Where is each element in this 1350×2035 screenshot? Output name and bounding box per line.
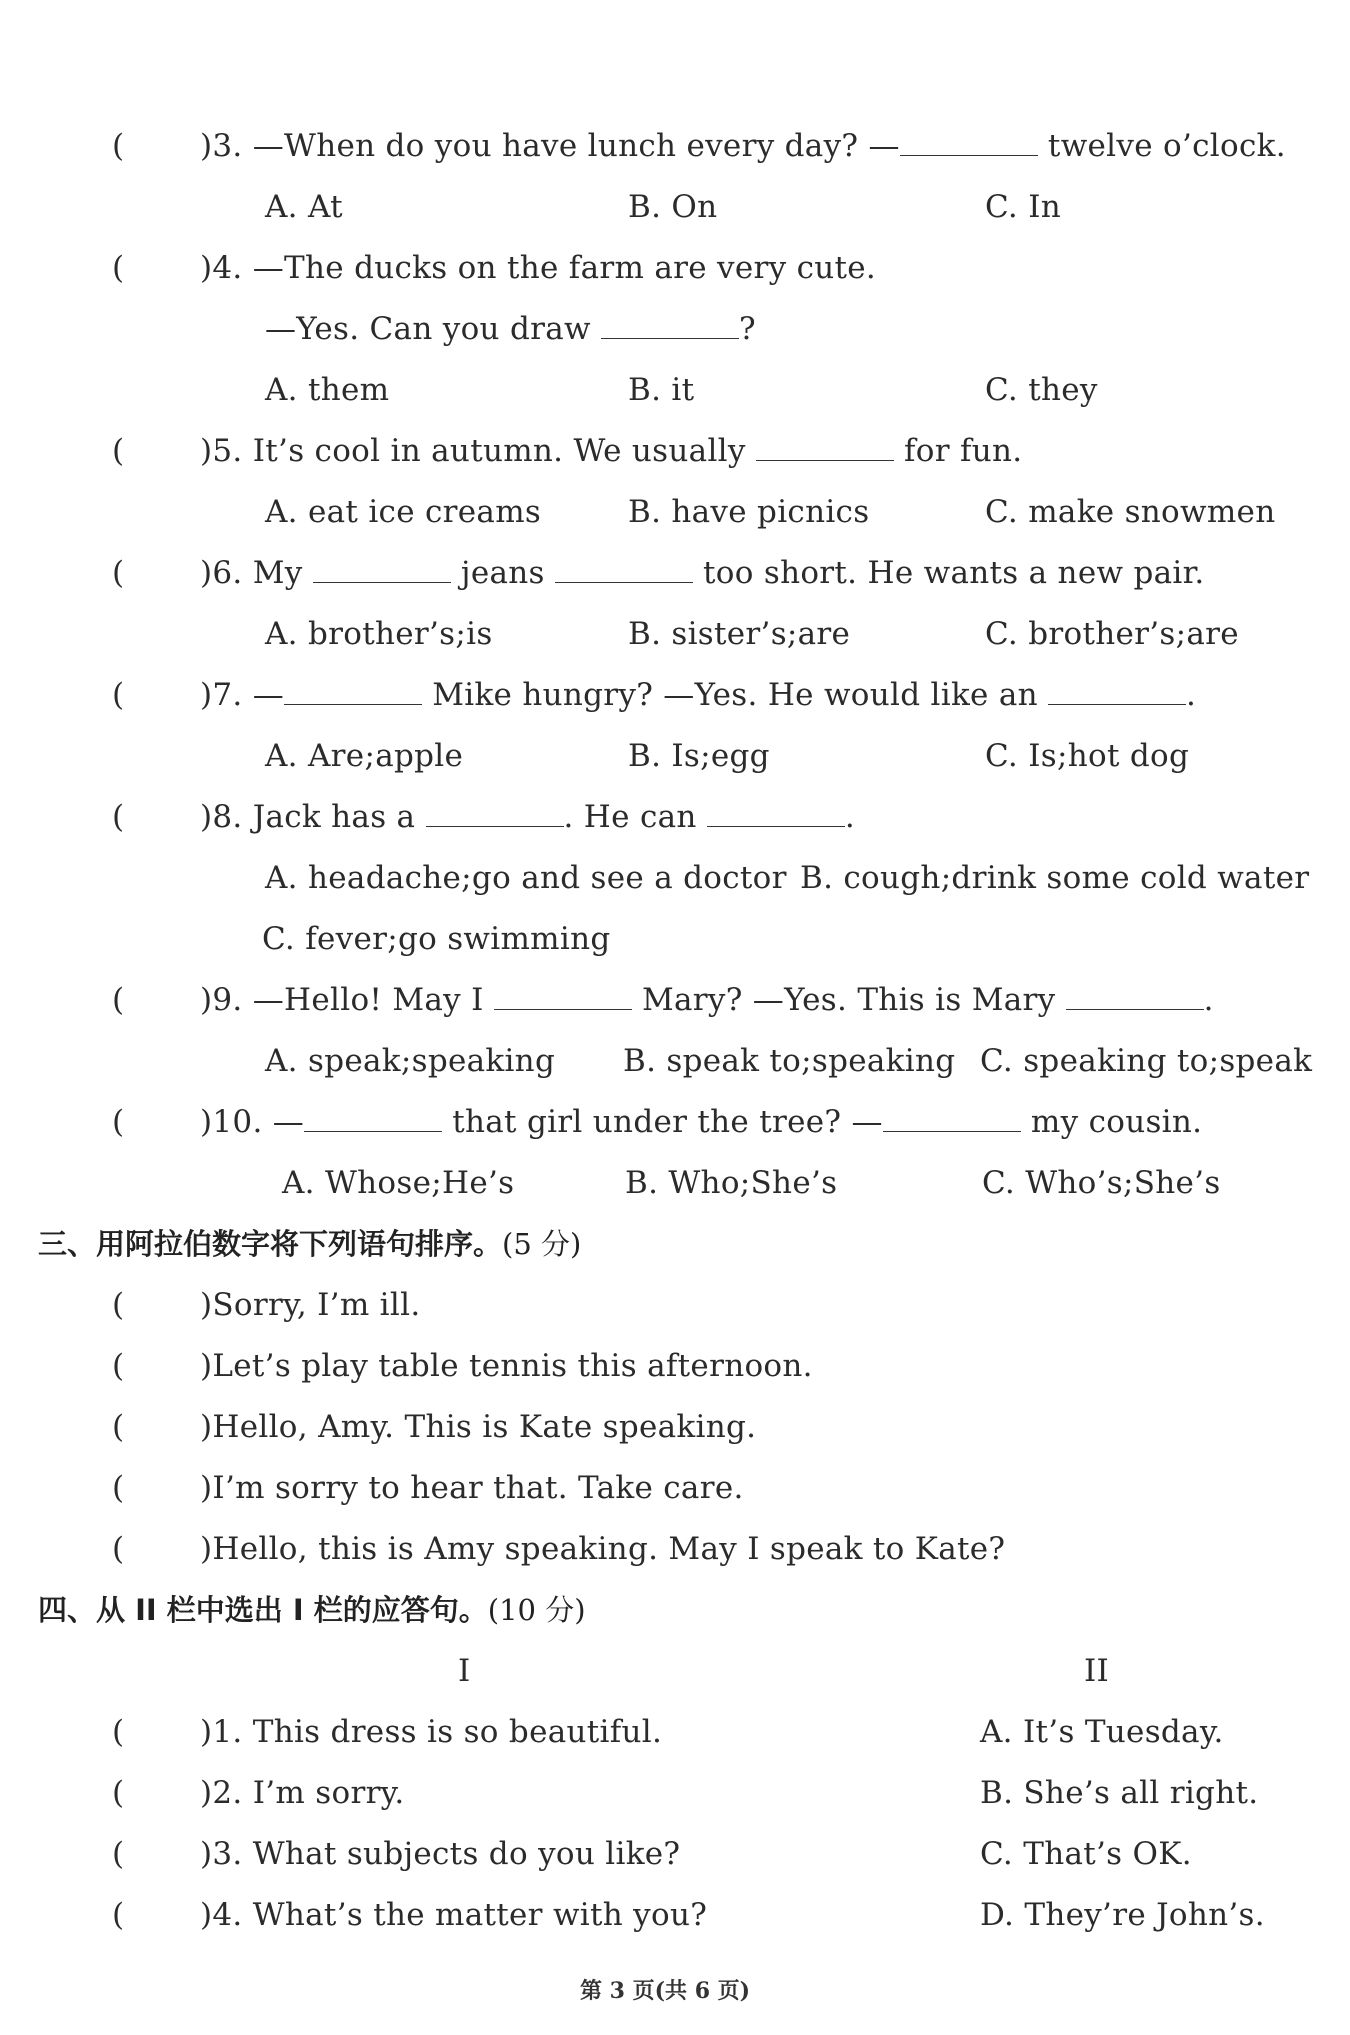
answer-blank[interactable] xyxy=(707,798,845,827)
option-a: A. speak;speaking xyxy=(265,1043,556,1079)
option-a: A. headache;go and see a doctor xyxy=(265,860,787,896)
answer-paren[interactable]: ( xyxy=(112,677,125,713)
question-3-text: )3. —When do you have lunch every day? — twelve o’clock. xyxy=(200,128,1286,164)
answer-paren[interactable]: ( xyxy=(112,1836,125,1872)
option-a: A. brother’s;is xyxy=(265,616,493,652)
sentence-item: )Hello, Amy. This is Kate speaking. xyxy=(200,1409,757,1445)
section-score: (10 分) xyxy=(487,1593,586,1627)
question-9-text: )9. —Hello! May I Mary? —Yes. This is Mary . xyxy=(200,982,1214,1018)
option-a: A. them xyxy=(265,372,390,408)
answer-blank[interactable] xyxy=(601,310,739,339)
sentence-item: )Let’s play table tennis this afternoon. xyxy=(200,1348,813,1384)
answer-blank[interactable] xyxy=(426,798,564,827)
option-b: B. Who;She’s xyxy=(625,1165,838,1201)
question-7-text: )7. — Mike hungry? —Yes. He would like an . xyxy=(200,677,1197,713)
answer-blank[interactable] xyxy=(1066,981,1204,1010)
answer-blank[interactable] xyxy=(494,981,632,1010)
option-a: A. At xyxy=(265,189,343,225)
answer-blank[interactable] xyxy=(313,554,451,583)
answer-blank[interactable] xyxy=(883,1103,1021,1132)
option-c: C. Is;hot dog xyxy=(985,738,1190,774)
answer-paren[interactable]: ( xyxy=(112,982,125,1018)
answer-blank[interactable] xyxy=(1048,676,1186,705)
answer-paren[interactable]: ( xyxy=(112,1531,125,1567)
question-3 xyxy=(112,126,124,166)
option-c: C. they xyxy=(985,372,1098,408)
answer-paren[interactable]: ( xyxy=(112,1897,125,1933)
answer-paren[interactable]: ( xyxy=(112,1409,125,1445)
option-b: B. On xyxy=(628,189,718,225)
option-b: B. cough;drink some cold water xyxy=(800,860,1310,896)
column-ii-header: II xyxy=(1084,1653,1110,1689)
answer-paren[interactable]: ( xyxy=(112,128,125,164)
question-6-text: )6. My jeans too short. He wants a new pair. xyxy=(200,555,1205,591)
match-question: )2. I’m sorry. xyxy=(200,1775,405,1811)
option-b: B. it xyxy=(628,372,695,408)
answer-paren[interactable]: ( xyxy=(112,250,125,286)
question-5-text: )5. It’s cool in autumn. We usually for fun. xyxy=(200,433,1023,469)
answer-paren[interactable]: ( xyxy=(112,1348,125,1384)
option-b: B. speak to;speaking xyxy=(623,1043,956,1079)
answer-blank[interactable] xyxy=(304,1103,442,1132)
question-8-text: )8. Jack has a . He can . xyxy=(200,799,855,835)
section-4-heading: 四、从 II 栏中选出 I 栏的应答句。(10 分) xyxy=(38,1593,586,1627)
match-answer: D. They’re John’s. xyxy=(980,1897,1265,1933)
option-c: C. speaking to;speak xyxy=(980,1043,1313,1079)
answer-paren[interactable]: ( xyxy=(112,799,125,835)
answer-paren[interactable]: ( xyxy=(112,1470,125,1506)
option-b: B. Is;egg xyxy=(628,738,770,774)
match-question: )4. What’s the matter with you? xyxy=(200,1897,708,1933)
answer-blank[interactable] xyxy=(284,676,422,705)
sentence-item: )Hello, this is Amy speaking. May I speak to Kate? xyxy=(200,1531,1006,1567)
option-c: C. Who’s;She’s xyxy=(982,1165,1221,1201)
answer-paren[interactable]: ( xyxy=(112,1104,125,1140)
answer-blank[interactable] xyxy=(900,127,1038,156)
sentence-item: )Sorry, I’m ill. xyxy=(200,1287,421,1323)
option-b: B. sister’s;are xyxy=(628,616,851,652)
question-10-text: )10. — that girl under the tree? — my cousin. xyxy=(200,1104,1203,1140)
option-c: C. fever;go swimming xyxy=(262,921,611,957)
answer-blank[interactable] xyxy=(555,554,693,583)
option-c: C. make snowmen xyxy=(985,494,1276,530)
page-number: 第 3 页(共 6 页) xyxy=(580,1978,751,2004)
option-c: C. In xyxy=(985,189,1062,225)
answer-paren[interactable]: ( xyxy=(112,1775,125,1811)
question-4-text: )4. —The ducks on the farm are very cute. xyxy=(200,250,877,286)
match-answer: B. She’s all right. xyxy=(980,1775,1259,1811)
answer-paren[interactable]: ( xyxy=(112,1287,125,1323)
option-c: C. brother’s;are xyxy=(985,616,1239,652)
option-a: A. Whose;He’s xyxy=(282,1165,515,1201)
option-b: B. have picnics xyxy=(628,494,870,530)
match-answer: C. That’s OK. xyxy=(980,1836,1192,1872)
answer-paren[interactable]: ( xyxy=(112,555,125,591)
section-3-heading: 三、用阿拉伯数字将下列语句排序。(5 分) xyxy=(38,1227,582,1261)
option-a: A. Are;apple xyxy=(265,738,464,774)
match-question: )3. What subjects do you like? xyxy=(200,1836,681,1872)
match-question: )1. This dress is so beautiful. xyxy=(200,1714,663,1750)
answer-blank[interactable] xyxy=(756,432,894,461)
sentence-item: )I’m sorry to hear that. Take care. xyxy=(200,1470,744,1506)
option-a: A. eat ice creams xyxy=(265,494,542,530)
section-score: (5 分) xyxy=(502,1227,582,1261)
column-i-header: I xyxy=(458,1653,471,1689)
match-answer: A. It’s Tuesday. xyxy=(980,1714,1224,1750)
answer-paren[interactable]: ( xyxy=(112,1714,125,1750)
answer-paren[interactable]: ( xyxy=(112,433,125,469)
question-4-line2: —Yes. Can you draw ? xyxy=(265,311,756,347)
